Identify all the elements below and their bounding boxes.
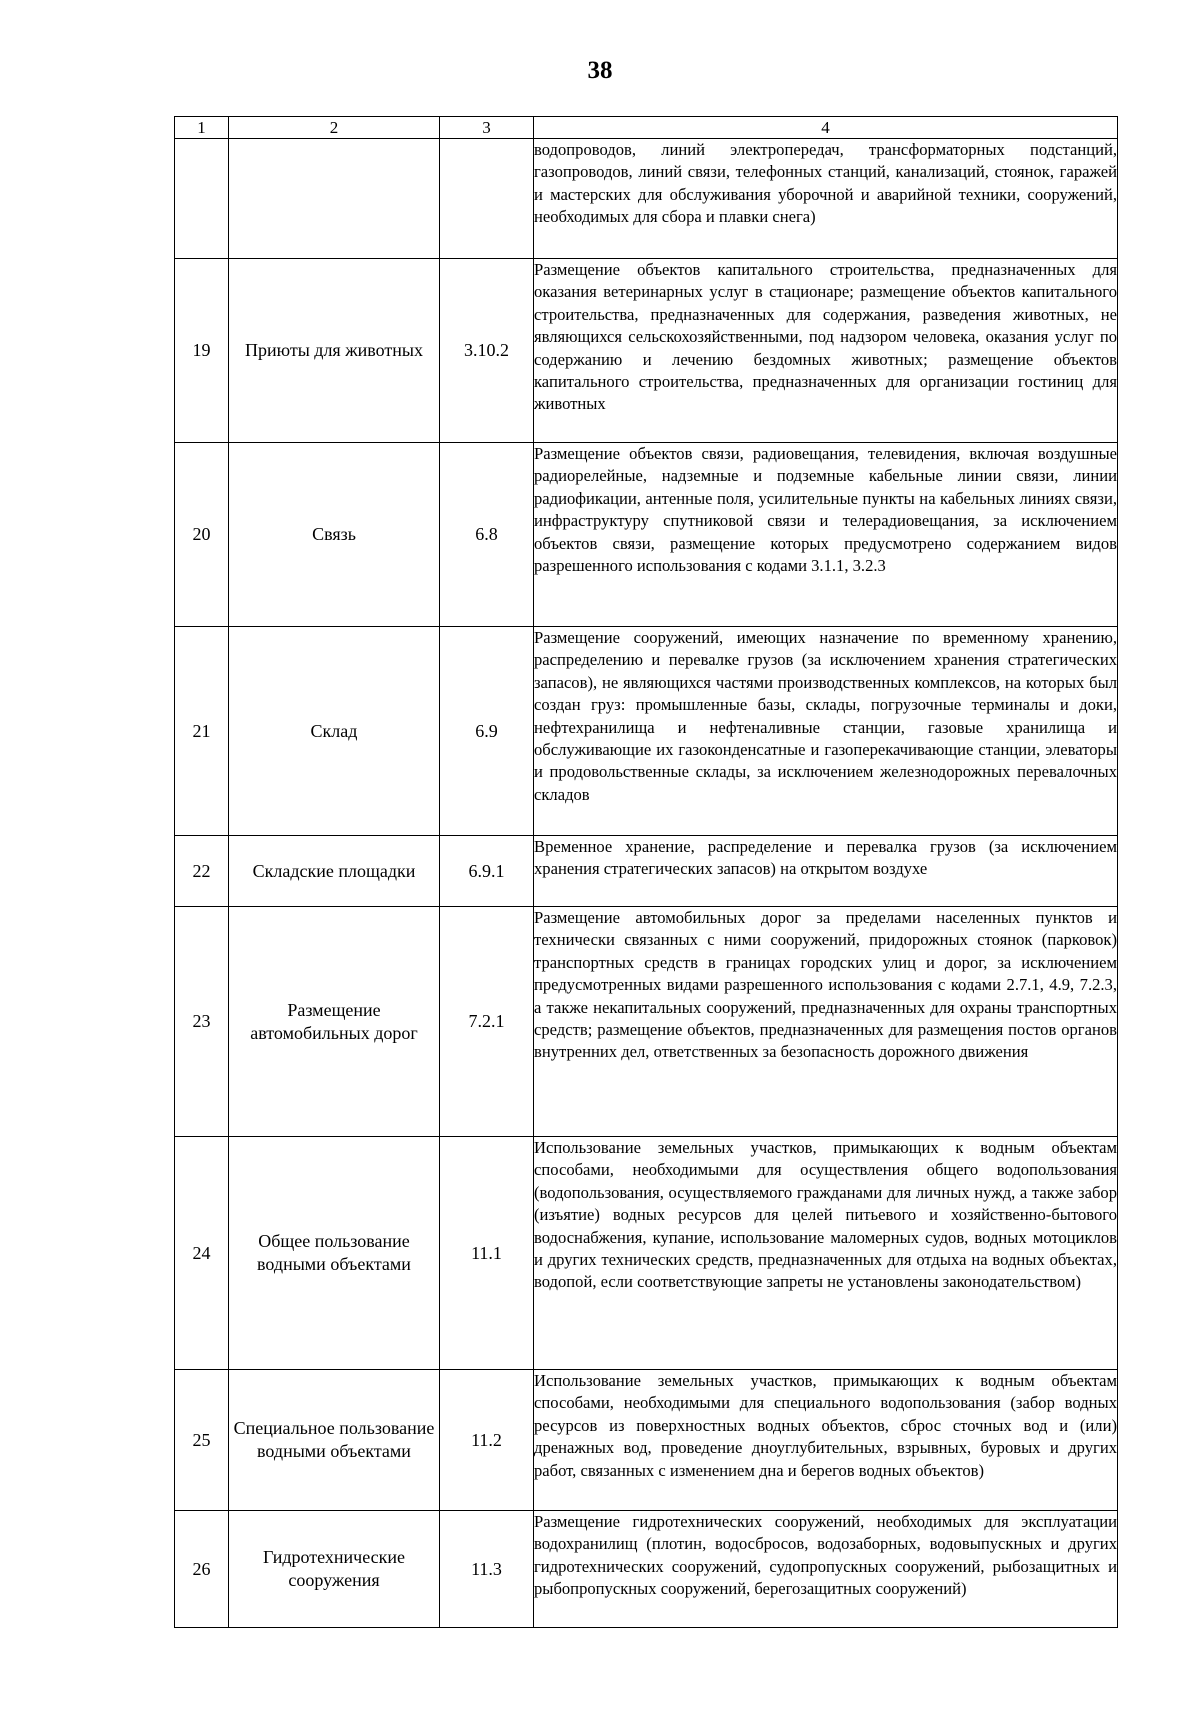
row-description: Использование земельных участков, примыкающих к водным объектам способами, необходимыми для осуществления общего водопользования (водопользования, осуществляемого гражданами для личных нужд, а также забор (изъятие) водных ресурсов для целей питьевого и хозяйственно-бытового водоснабжения, купание, использование маломерных судов, водных мотоциклов и других технических средств, предназначенных для отдыха на водных объектах, водопой, если соответствующие запреты не установлены законодательством) — [534, 1137, 1118, 1370]
row-description: Размещение гидротехнических сооружений, необходимых для эксплуатации водохранилищ (плотин, водосбросов, водозаборных, водовыпускных и других гидротехнических сооружений, судопропускных сооружений, рыбозащитных и рыбопропускных сооружений, берегозащитных сооружений) — [534, 1511, 1118, 1628]
row-code: 11.2 — [440, 1370, 534, 1511]
table-row — [175, 836, 1118, 907]
table-row — [175, 1511, 1118, 1628]
table-row — [175, 627, 1118, 836]
page-number: 38 — [587, 57, 613, 84]
row-code: 3.10.2 — [440, 259, 534, 443]
row-number: 21 — [175, 627, 229, 836]
row-description: Размещение сооружений, имеющих назначение по временному хранению, распределению и перевалке грузов (за исключением хранения стратегических запасов), не являющихся частями производственных комплексов, на которых был создан груз: промышленные базы, склады, погрузочные терминалы и доки, нефтехранилища и нефтеналивные станции, газовые хранилища и обслуживающие их газоконденсатные и газоперекачивающие станции, элеваторы и продовольственные склады, за исключением железнодорожных перевалочных складов — [534, 627, 1118, 836]
row-code: 6.9.1 — [440, 836, 534, 907]
table-row — [175, 1137, 1118, 1370]
row-number: 25 — [175, 1370, 229, 1511]
row-name: Размещение автомобильных дорог — [229, 907, 440, 1137]
row-code — [440, 139, 534, 259]
row-name: Гидротехнические сооружения — [229, 1511, 440, 1628]
row-number: 24 — [175, 1137, 229, 1370]
header-row — [175, 117, 1118, 139]
row-number — [175, 139, 229, 259]
row-description: водопроводов, линий электропередач, трансформаторных подстанций, газопроводов, линий связи, телефонных станций, канализаций, стоянок, гаражей и мастерских для обслуживания уборочной и аварийной техники, сооружений, необходимых для сбора и плавки снега) — [534, 139, 1118, 259]
row-number: 19 — [175, 259, 229, 443]
table-row — [175, 259, 1118, 443]
row-description: Размещение автомобильных дорог за пределами населенных пунктов и технически связанных с ними сооружений, придорожных стоянок (парковок) транспортных средств в границах городских улиц и дорог, за исключением предусмотренных видами разрешенного использования с кодами 2.7.1, 4.9, 7.2.3, а также некапитальных сооружений, предназначенных для охраны транспортных средств; размещение объектов, предназначенных для размещения постов органов внутренних дел, ответственных за безопасность дорожного движения — [534, 907, 1118, 1137]
row-code: 6.9 — [440, 627, 534, 836]
table-row — [175, 907, 1118, 1137]
row-name — [229, 139, 440, 259]
row-code: 11.3 — [440, 1511, 534, 1628]
row-number: 23 — [175, 907, 229, 1137]
row-description: Использование земельных участков, примыкающих к водным объектам способами, необходимыми для специального водопользования (забор водных ресурсов из поверхностных водных объектов, сброс сточных вод и (или) дренажных вод, проведение дноуглубительных, взрывных, буровых и других работ, связанных с изменением дна и берегов водных объектов) — [534, 1370, 1118, 1511]
row-name: Общее пользование водными объектами — [229, 1137, 440, 1370]
row-number: 22 — [175, 836, 229, 907]
row-number: 20 — [175, 443, 229, 627]
row-name: Связь — [229, 443, 440, 627]
row-description: Временное хранение, распределение и перевалка грузов (за исключением хранения стратегических запасов) на открытом воздухе — [534, 836, 1118, 907]
row-name: Склад — [229, 627, 440, 836]
row-number: 26 — [175, 1511, 229, 1628]
row-description: Размещение объектов связи, радиовещания, телевидения, включая воздушные радиорелейные, надземные и подземные кабельные линии связи, линии радиофикации, антенные поля, усилительные пункты на кабельных линиях связи, инфраструктуру спутниковой связи и телерадиовещания, за исключением объектов связи, размещение которых предусмотрено содержанием видов разрешенного использования с кодами 3.1.1, 3.2.3 — [534, 443, 1118, 627]
row-description: Размещение объектов капитального строительства, предназначенных для оказания ветеринарных услуг в стационаре; размещение объектов капитального строительства, предназначенных для содержания, разведения животных, не являющихся сельскохозяйственными, под надзором человека, оказания услуг по содержанию и лечению бездомных животных; размещение объектов капитального строительства, предназначенных для организации гостиниц для животных — [534, 259, 1118, 443]
table-row — [175, 443, 1118, 627]
table-row-continuation — [175, 139, 1118, 259]
row-code: 7.2.1 — [440, 907, 534, 1137]
row-name: Приюты для животных — [229, 259, 440, 443]
row-name: Складские площадки — [229, 836, 440, 907]
header-col-4: 4 — [534, 117, 1118, 139]
row-name: Специальное пользование водными объектами — [229, 1370, 440, 1511]
header-col-2: 2 — [229, 117, 440, 139]
row-code: 11.1 — [440, 1137, 534, 1370]
land-use-table — [174, 116, 1118, 1628]
row-code: 6.8 — [440, 443, 534, 627]
header-col-3: 3 — [440, 117, 534, 139]
table-row — [175, 1370, 1118, 1511]
header-col-1: 1 — [175, 117, 229, 139]
